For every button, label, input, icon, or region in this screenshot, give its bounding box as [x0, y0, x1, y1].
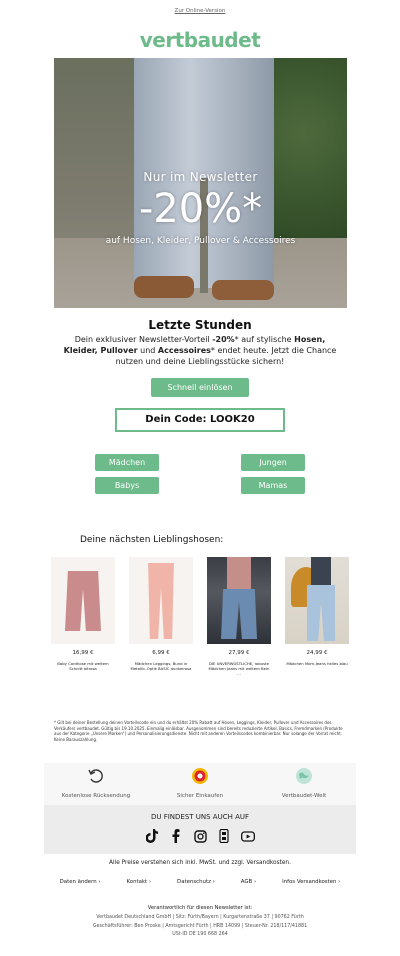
product-name[interactable]: Mädchen Leggings, Bund in Metallic-Optik BASIC dunkelrosa [130, 661, 192, 671]
intro-text: Dein exklusiver Newsletter-Vorteil -20%* auf stylische Hosen, Kleider, Pullover und Accessoires* endet heute. Jetzt die Chance nutzen und deine Lieblingsstücke sichern! [63, 335, 337, 366]
product-image[interactable] [129, 557, 193, 644]
product-image[interactable] [207, 557, 271, 644]
product-card[interactable] [129, 557, 193, 671]
product-name[interactable]: Mädchen Mom-Jeans helles blau [286, 661, 348, 666]
price-info: Alle Preise verstehen sich inkl. MwSt. und zzgl. Versandkosten. [109, 860, 291, 866]
product-image[interactable] [51, 557, 115, 644]
category-button-mamas[interactable]: Mamas [241, 477, 305, 494]
company-address [0, 914, 400, 940]
youtube-icon[interactable] [241, 829, 255, 843]
product-image[interactable] [285, 557, 349, 644]
vertbaudet-logo[interactable]: vertbaudet [139, 28, 261, 52]
category-button-jungen[interactable]: Jungen [241, 454, 305, 471]
link-daten-aendern[interactable]: Daten ändern › [59, 879, 101, 885]
product-price: 16,99 € [72, 650, 94, 656]
address-line: USt-ID DE 190 668 264 [172, 932, 228, 937]
hero-shoe-left [134, 276, 194, 298]
social-icons [44, 829, 356, 843]
trust-label: Vertbaudet-Welt [281, 793, 327, 799]
address-line: Vertbaudet Deutschland GmbH | Sitz: Fürth/Bayern | Kurgartenstraße 37 | 90762 Fürth [96, 915, 304, 920]
category-button-babys[interactable]: Babys [95, 477, 159, 494]
product-price: 27,99 € [228, 650, 250, 656]
link-agb[interactable]: AGB › [240, 879, 257, 885]
voucher-code: Dein Code: LOOK20 [115, 408, 285, 432]
online-version-link[interactable]: Zur Online-Version [174, 8, 226, 14]
trust-item-returns[interactable] [44, 767, 148, 799]
product-card[interactable] [285, 557, 349, 666]
product-price: 24,99 € [306, 650, 328, 656]
product-price: 6,99 € [152, 650, 170, 656]
social-bar [44, 805, 356, 854]
product-name[interactable]: DIE UNVERWÜSTLICHE, robuste Mädchen Jeans mit weitem Bein ... [208, 661, 270, 676]
trust-label: Kostenlose Rücksendung [61, 793, 131, 799]
footer-links [0, 879, 400, 885]
trust-bar [44, 763, 356, 805]
main-title: Letzte Stunden [148, 318, 252, 332]
globe-icon [295, 767, 313, 785]
address-line: Geschäftsführer: Ben Proske | Amtsgericht Fürth | HRB 14099 | Steuer-Nr. 218/117/41881 [92, 923, 308, 929]
hero-line-3: auf Hosen, Kleider, Pullover & Accessoires [105, 236, 296, 246]
product-name[interactable]: Baby Cordhose mit weitem Schnitt altrosa [57, 661, 109, 671]
responsible-label: Verantwortlich für diesen Newsletter ist: [147, 905, 253, 911]
product-card[interactable] [51, 557, 115, 671]
trust-item-world[interactable] [252, 767, 356, 799]
hero-discount: -20%* [138, 186, 263, 232]
category-button-maedchen[interactable]: Mädchen [95, 454, 159, 471]
trusted-shop-seal-icon [191, 767, 209, 785]
disclaimer-footnote: * Gilt bei deiner Bestellung deinen Vorteilscode ein und du erhältst 20% Rabatt auf Hosen, Leggings, Kleider, Pullover und Accessoires des Verkäufers vertbaudet. Gültig bis 19.10.2025. Einmalig einlösbar. Ausgenommen sind bereits reduzierte Artikel, Basics, Fremdmarken (Produkte aus der Kategorie „Unsere Marken“) und Personalisierungsdienste. Nicht mit anderen Vorteilscodes kombinierbar. Nur solange der Vorrat reicht. Keine Barauszahlung. [54, 720, 343, 742]
hero-shoe-right [212, 280, 274, 300]
hero-line-1: Nur im Newsletter [143, 170, 258, 184]
products-title: Deine nächsten Lieblingshosen: [80, 535, 224, 545]
tiktok-icon[interactable] [145, 829, 159, 843]
link-versandkosten[interactable]: Infos Versandkosten › [282, 879, 341, 885]
facebook-icon[interactable] [169, 829, 183, 843]
social-label: DU FINDEST UNS AUCH AUF [150, 813, 250, 821]
product-card[interactable] [207, 557, 271, 676]
hero-banner[interactable] [54, 58, 347, 308]
return-arrow-icon [87, 767, 105, 785]
instagram-icon[interactable] [193, 829, 207, 843]
redeem-button[interactable]: Schnell einlösen [151, 378, 249, 397]
trust-item-secure[interactable] [148, 767, 252, 799]
link-datenschutz[interactable]: Datenschutz › [177, 879, 215, 885]
pinterest-icon[interactable] [217, 829, 231, 843]
link-kontakt[interactable]: Kontakt › [126, 879, 152, 885]
trust-label: Sicher Einkaufen [176, 793, 224, 799]
